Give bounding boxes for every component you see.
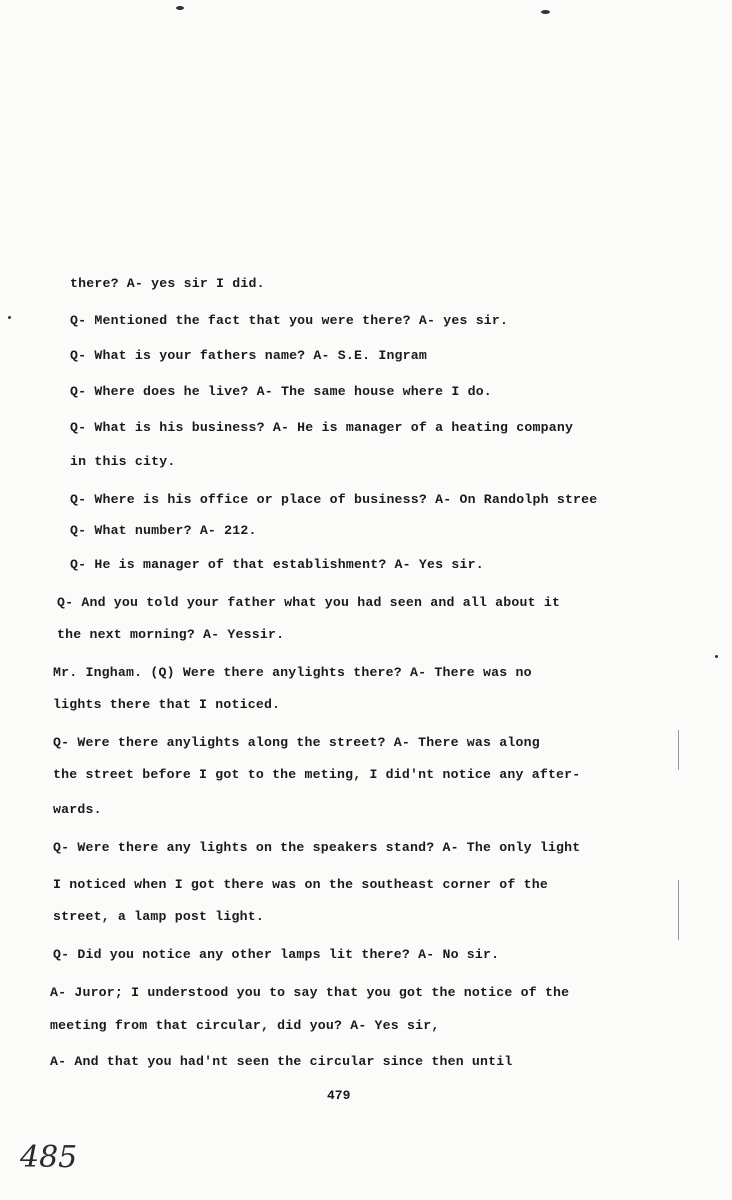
- text-line: Q- Mentioned the fact that you were there? A- yes sir.: [70, 313, 509, 328]
- text-line: I noticed when I got there was on the southeast corner of the: [53, 877, 548, 892]
- text-line: Mr. Ingham. (Q) Were there anylights there? A- There was no: [53, 665, 532, 680]
- text-line: wards.: [53, 802, 102, 817]
- text-line: Q- Where is his office or place of business? A- On Randolph stree: [70, 492, 598, 507]
- text-line: street, a lamp post light.: [53, 909, 264, 924]
- text-line: Q- Were there any lights on the speakers stand? A- The only light: [53, 840, 581, 855]
- text-line: Q- What is his business? A- He is manager of a heating company: [70, 420, 574, 435]
- edge-mark: [678, 880, 679, 940]
- text-line: meeting from that circular, did you? A- Yes sir,: [50, 1018, 440, 1033]
- text-line: A- Juror; I understood you to say that you got the notice of the: [50, 985, 570, 1000]
- text-line: Q- Where does he live? A- The same house where I do.: [70, 384, 492, 399]
- scan-speck: [176, 6, 184, 10]
- handwritten-page-number: 485: [20, 1140, 78, 1175]
- text-line: the next morning? A- Yessir.: [57, 627, 285, 642]
- scan-speck: [8, 316, 11, 319]
- text-line: Q- And you told your father what you had seen and all about it: [57, 595, 561, 610]
- text-line: Q- Were there anylights along the street? A- There was along: [53, 735, 540, 750]
- scan-speck: [715, 655, 718, 658]
- text-line: Q- What number? A- 212.: [70, 523, 257, 538]
- scan-speck: [541, 10, 550, 14]
- text-line: in this city.: [70, 454, 176, 469]
- page-number: 479: [327, 1088, 351, 1103]
- text-line: Q- He is manager of that establishment? A- Yes sir.: [70, 557, 484, 572]
- edge-mark: [678, 730, 679, 770]
- text-line: A- And that you had'nt seen the circular since then until: [50, 1054, 513, 1069]
- text-line: lights there that I noticed.: [53, 697, 281, 712]
- text-line: there? A- yes sir I did.: [70, 276, 265, 291]
- text-line: Q- Did you notice any other lamps lit there? A- No sir.: [53, 947, 500, 962]
- text-line: the street before I got to the meting, I did'nt notice any after-: [53, 767, 581, 782]
- text-line: Q- What is your fathers name? A- S.E. Ingram: [70, 348, 428, 363]
